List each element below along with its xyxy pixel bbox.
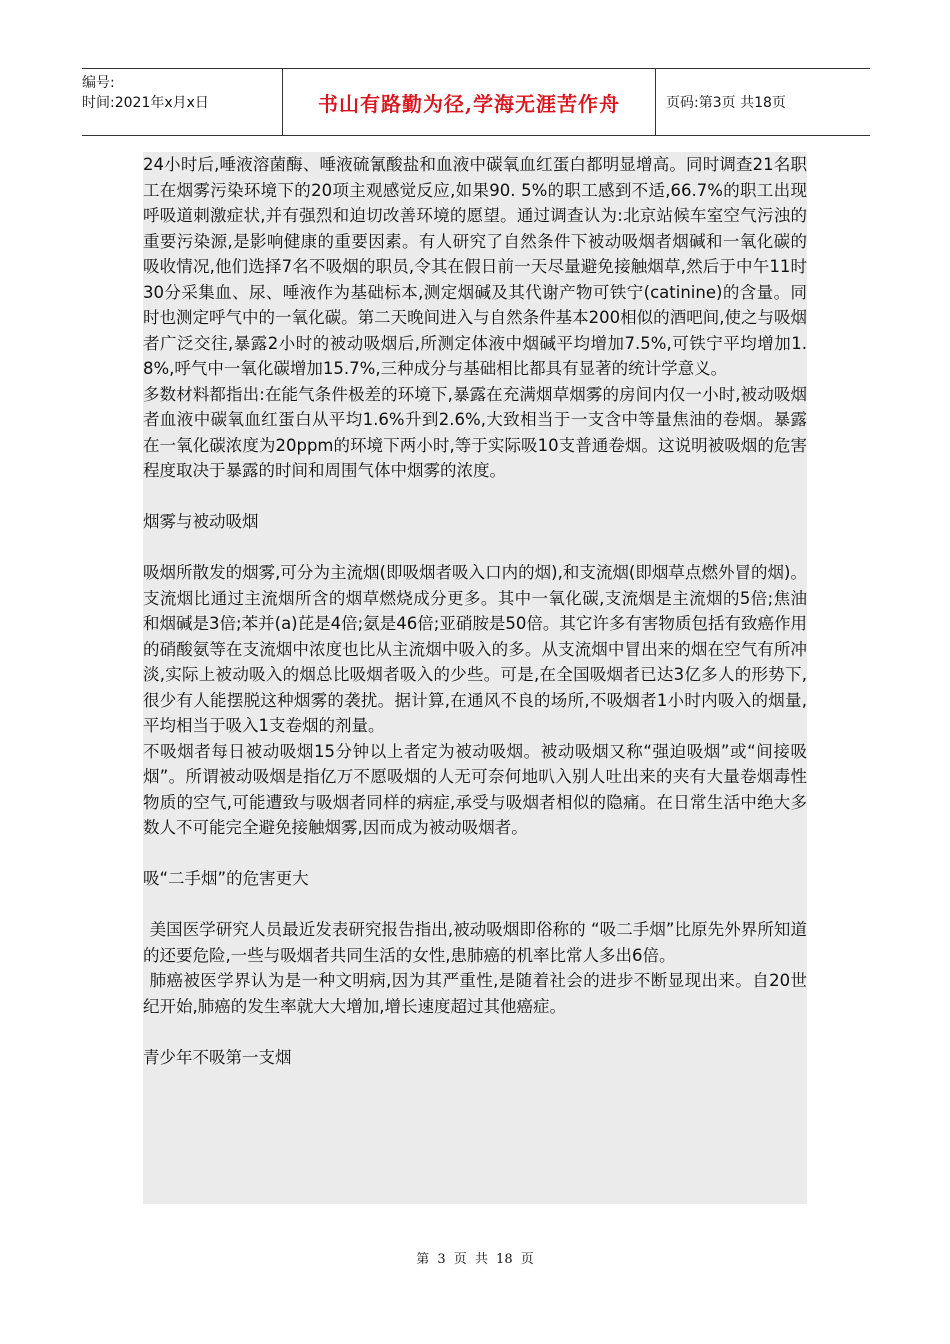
document-body <box>143 152 807 1204</box>
body-paragraph: 肺癌被医学界认为是一种文明病,因为其严重性,是随着社会的进步不断显现出来。自20世纪开始,肺癌的发生率就大大增加,增长速度超过其他癌症。 <box>143 971 807 1016</box>
page-header <box>82 68 870 136</box>
body-paragraph: 不吸烟者每日被动吸烟15分钟以上者定为被动吸烟。被动吸烟又称“强迫吸烟”或“间接吸烟”。所谓被动吸烟是指亿万不愿吸烟的人无可奈何地叭入别人吐出来的夹有大量卷烟毒性物质的空气,可能遭致与吸烟者同样的病症,承受与吸烟者相似的隐痛。在日常生活中绝大多数人不可能完全避免接触烟雾,因而成为被动吸烟者。 <box>143 741 807 837</box>
section-heading: 烟雾与被动吸烟 <box>143 512 259 531</box>
body-paragraph: 吸烟所散发的烟雾,可分为主流烟(即吸烟者吸入口内的烟),和支流烟(即烟草点燃外冒的烟)。支流烟比通过主流烟所含的烟草燃烧成分更多。其中一氧化碳,支流烟是主流烟的5倍;焦油和烟碱是3倍;苯并(a)芘是4倍;氨是46倍;亚硝胺是50倍。其它许多有害物质包括有致癌作用的硝酸氨等在支流烟中浓度也比从主流烟中吸入的多。从支流烟中冒出来的烟在空气有所冲淡,实际上被动吸入的烟总比吸烟者吸入的少些。可是,在全国吸烟者已达3亿多人的形势下,很少有人能摆脱这种烟雾的袭扰。据计算,在通风不良的场所,不吸烟者1小时内吸入的烟量,平均相当于吸入1支卷烟的剂量。 <box>143 563 807 735</box>
section-heading: 青少年不吸第一支烟 <box>143 1047 292 1067</box>
header-page-info: 页码:第3页 共18页 <box>666 95 786 111</box>
doc-number-label: 编号: <box>82 75 115 91</box>
page-footer: 第 3 页 共 18 页 <box>416 1252 534 1267</box>
section-heading: 吸“二手烟”的危害更大 <box>143 869 309 888</box>
body-paragraph: 多数材料都指出:在能气条件极差的环境下,暴露在充满烟草烟雾的房间内仅一小时,被动吸烟者血液中碳氧血红蛋白从平均1.6%升到2.6%,大致相当于一支含中等量焦油的卷烟。暴露在一氧化碳浓度为20ppm的环境下两小时,等于实际吸10支普通卷烟。这说明被吸烟的危害程度取决于暴露的时间和周围气体中烟雾的浓度。 <box>143 384 807 480</box>
header-meta <box>82 69 282 135</box>
body-paragraph: 24小时后,唾液溶菌酶、唾液硫氰酸盐和血液中碳氧血红蛋白都明显增高。同时调查21名职工在烟雾污染环境下的20项主观感觉反应,如果90. 5%的职工感到不适,66.7%的职工出现呼吸道刺激症状,并有强烈和迫切改善环境的愿望。通过调查认为:北京站候车室空气污浊的重要污染源,是影响健康的重要因素。有人研究了自然条件下被动吸烟者烟碱和一氧化碳的吸收情况,他们选择7名不吸烟的职员,令其在假日前一天尽量避免接触烟草,然后于中午11时30分采集血、尿、唾液作为基础标本,测定烟碱及其代谢产物可铁宁(catinine)的含量。同时也测定呼气中的一氧化碳。第二天晚间进入与自然条件基本200相似的酒吧间,使之与吸烟者广泛交往,暴露2小时的被动吸烟后,所测定体液中烟碱平均增加7.5%,可铁宁平均增加1.8%,呼气中一氧化碳增加15.7%,三种成分与基础相比都具有显著的统计学意义。 <box>143 155 807 378</box>
doc-date-label: 时间:2021年x月x日 <box>82 95 209 111</box>
header-motto: 书山有路勤为径,学海无涯苦作舟 <box>282 69 656 135</box>
body-paragraph: 美国医学研究人员最近发表研究报告指出,被动吸烟即俗称的 “吸二手烟”比原先外界所知道的还要危险,一些与吸烟者共同生活的女性,患肺癌的机率比常人多出6倍。 <box>143 920 807 965</box>
